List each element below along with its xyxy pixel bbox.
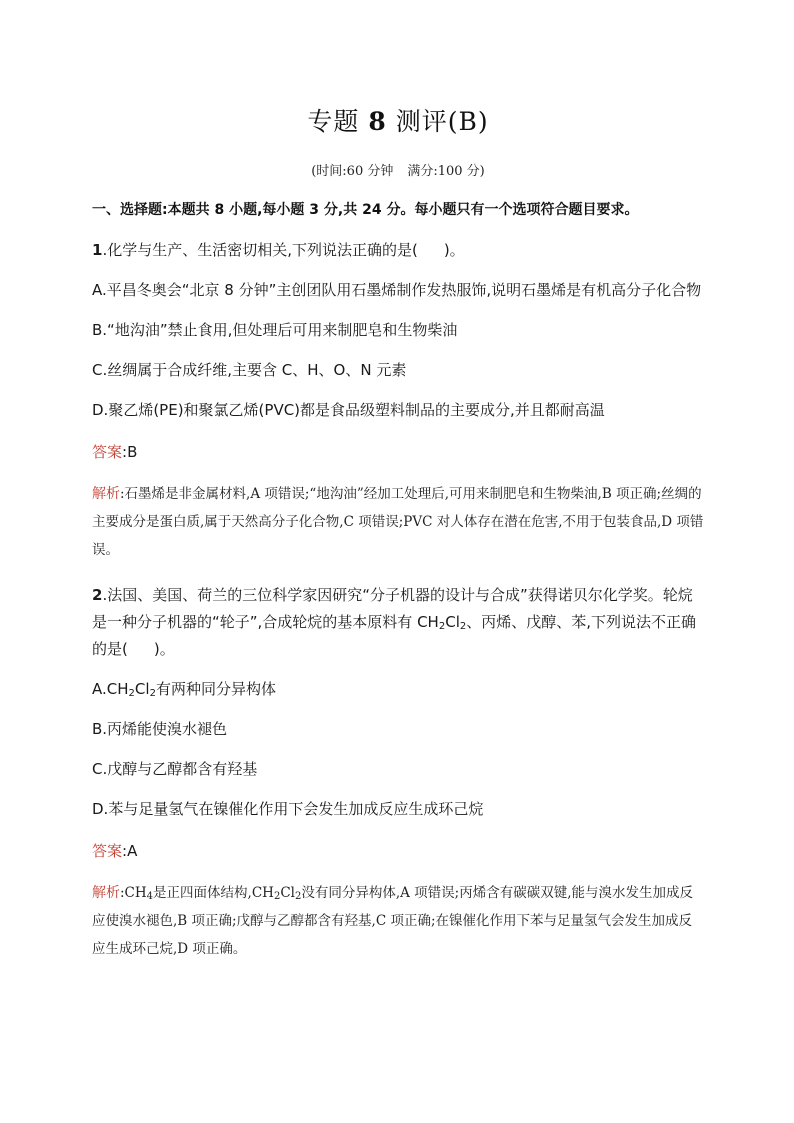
subscript: 2	[149, 688, 156, 699]
exam-score: 满分:100 分)	[407, 164, 485, 179]
exam-time: (时间:60 分钟	[311, 164, 394, 179]
question-1-stem	[92, 237, 704, 264]
subscript: 2	[438, 621, 446, 632]
question-2-option-c: C.戊醇与乙醇都含有羟基	[92, 760, 258, 778]
question-2-option-a	[92, 676, 704, 703]
title-number: 8	[368, 107, 387, 136]
question-1-answer	[92, 440, 704, 464]
subscript: 4	[146, 891, 154, 902]
explanation-text: Cl	[280, 885, 295, 901]
subscript: 2	[128, 688, 135, 699]
question-2-explanation	[92, 879, 704, 963]
explanation-text: 没有同分异构体,A 项错误;丙烯含有碳碳双键,能与溴水发生加成反应使溴水褪色,B 项正确;戊醇与乙醇都含有羟基,C 项正确;在镍催化作用下苯与足量氢气会发生加成反应生成环己烷,D 项正确。	[92, 885, 694, 957]
question-2-option-d: D.苯与足量氢气在镍催化作用下会发生加成反应生成环己烷	[92, 800, 484, 818]
question-2-stem	[92, 582, 704, 663]
answer-value: :B	[122, 443, 138, 461]
question-text-end: )。	[443, 241, 465, 259]
title-prefix: 专题	[307, 107, 369, 136]
subscript: 2	[273, 891, 281, 902]
question-text: Cl	[445, 613, 460, 631]
question-1-explanation	[92, 480, 704, 564]
explanation-text: :石墨烯是非金属材料,A 项错误;“地沟油”经加工处理后,可用来制肥皂和生物柴油,B 项正确;丝绸的主要成分是蛋白质,属于天然高分子化合物,C 项错误;PVC 对人体存在潜在危害,不用于包装食品,D 项错误。	[92, 486, 704, 558]
answer-label: 答案	[92, 443, 123, 461]
question-2-answer	[92, 839, 704, 863]
question-1-option-c: C.丝绸属于合成纤维,主要含 C、H、O、N 元素	[92, 361, 407, 379]
question-text: 、丙烯、戊醇、苯,下列说法不正确的是(	[92, 613, 697, 658]
option-text: Cl	[134, 680, 150, 698]
option-text: 有两种同分异构体	[155, 680, 276, 698]
question-1-option-d: D.聚乙烯(PE)和聚氯乙烯(PVC)都是食品级塑料制品的主要成分,并且都耐高温	[92, 401, 605, 419]
question-2-option-b: B.丙烯能使溴水褪色	[92, 720, 228, 738]
exam-info	[92, 160, 704, 179]
explanation-label: 解析	[92, 885, 120, 901]
page-title	[92, 0, 704, 138]
question-1-option-a: A.平昌冬奥会“北京 8 分钟”主创团队用石墨烯制作发热服饰,说明石墨烯是有机高分子化合物	[92, 281, 702, 299]
answer-value: :A	[122, 842, 138, 860]
title-suffix: 测评(B)	[386, 107, 489, 136]
explanation-text: 是正四面体结构,CH	[153, 885, 274, 901]
answer-label: 答案	[92, 842, 123, 860]
question-text-end: )。	[153, 640, 175, 658]
question-number: 1	[92, 241, 103, 259]
question-text: .法国、美国、荷兰的三位科学家因研究“分子机器的设计与合成”获得诺贝尔化学奖。轮烷是一种分子机器的“轮子”,合成轮烷的基本原料有 CH	[92, 586, 693, 631]
explanation-text: :CH	[120, 885, 147, 901]
section-heading: 一、选择题:本题共 8 小题,每小题 3 分,共 24 分。每小题只有一个选项符合题目要求。	[92, 202, 639, 218]
subscript: 2	[459, 621, 467, 632]
question-number: 2	[92, 586, 103, 604]
question-1-option-b: B.“地沟油”禁止食用,但处理后可用来制肥皂和生物柴油	[92, 321, 458, 339]
question-text: .化学与生产、生活密切相关,下列说法正确的是(	[102, 241, 418, 259]
option-text: A.CH	[92, 680, 129, 698]
explanation-label: 解析	[92, 486, 120, 502]
subscript: 2	[294, 891, 302, 902]
